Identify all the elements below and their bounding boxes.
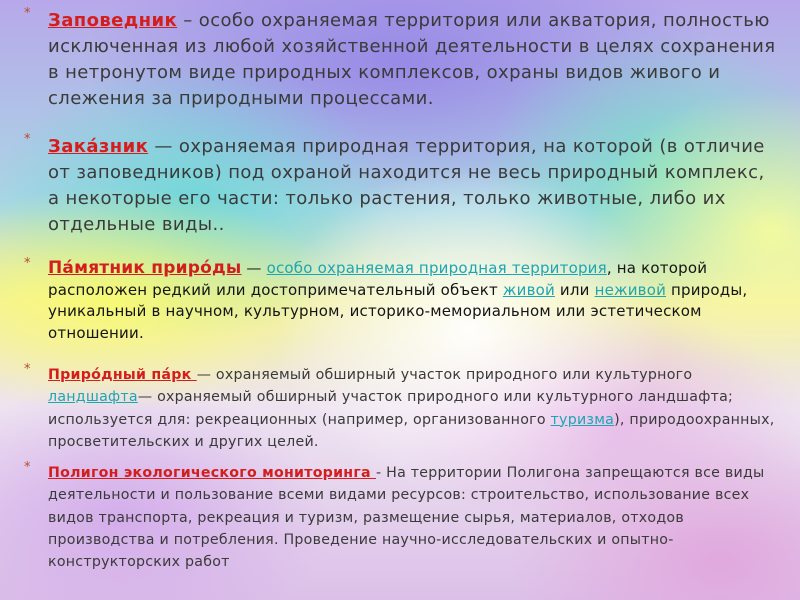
link-landshaft[interactable]: ландшафта [48,389,138,406]
definition-text: ), природоохранных, просветительских и других целей. [48,411,775,450]
bullet-star-icon: * [24,256,31,271]
definition-prirodny-park [24,362,780,453]
definition-text: — охраняемый обширный участок природного или культурного ландшафта; используется для: рекреационных (например, организованного [48,389,734,428]
definition-pamyatnik-prirody [24,256,780,344]
term-zakaznik: Зака́зник [48,136,149,157]
bullet-star-icon: * [24,460,31,475]
definition-text: — охраняемый обширный участок природного или культурного [196,367,693,383]
link-turizm[interactable]: туризма [550,411,615,428]
definition-text: природы, уникальный в научном, культурном, историко-мемориальном или эстетическом отношении. [48,280,748,342]
definition-text: или [554,280,595,299]
link-nezhivoy[interactable]: неживой [594,280,667,299]
bullet-star-icon: * [24,6,31,21]
definition-zapovednik [24,6,780,112]
definition-text: , на которой расположен редкий или достопримечательный объект [48,259,708,299]
term-poligon: Полигон экологического мониторинга [48,465,377,481]
definition-zakaznik [24,132,780,238]
link-zhivoy[interactable]: живой [502,280,555,299]
bullet-star-icon: * [24,132,31,147]
definition-dash: — [241,259,267,277]
bullet-star-icon: * [24,362,31,377]
term-zapovednik: Заповедник [48,10,178,31]
definition-text: - На территории Полигона запрещаются все виды деятельности и пользование всеми видами ресурсов: строительство, использование всех видов транспорта, рекреация и туризм, размещение сырья, материалов, отходов производства и потребления. Проведение научно-исследовательских и опытно-конструкторских работ [48,465,765,571]
definition-text: – особо охраняемая территория или акватория, полностью исключенная из любой хозяйственной деятельности в целях сохранения в нетронутом виде природных комплексов, охраны видов живого и слежения за природными процессами. [48,10,776,109]
term-prirodny-park: Приро́дный па́рк [48,367,197,383]
definition-text: — охраняемая природная территория, на которой (в отличие от заповедников) под охраной находится не весь природный комплекс, а некоторые его части: только растения, только животные, либо их отдельные виды.. [48,136,765,235]
link-oopt[interactable]: особо охраняемая природная территория [266,259,607,277]
term-pamyatnik-prirody: Па́мятник приро́ды [48,258,242,278]
definition-poligon [24,460,780,573]
